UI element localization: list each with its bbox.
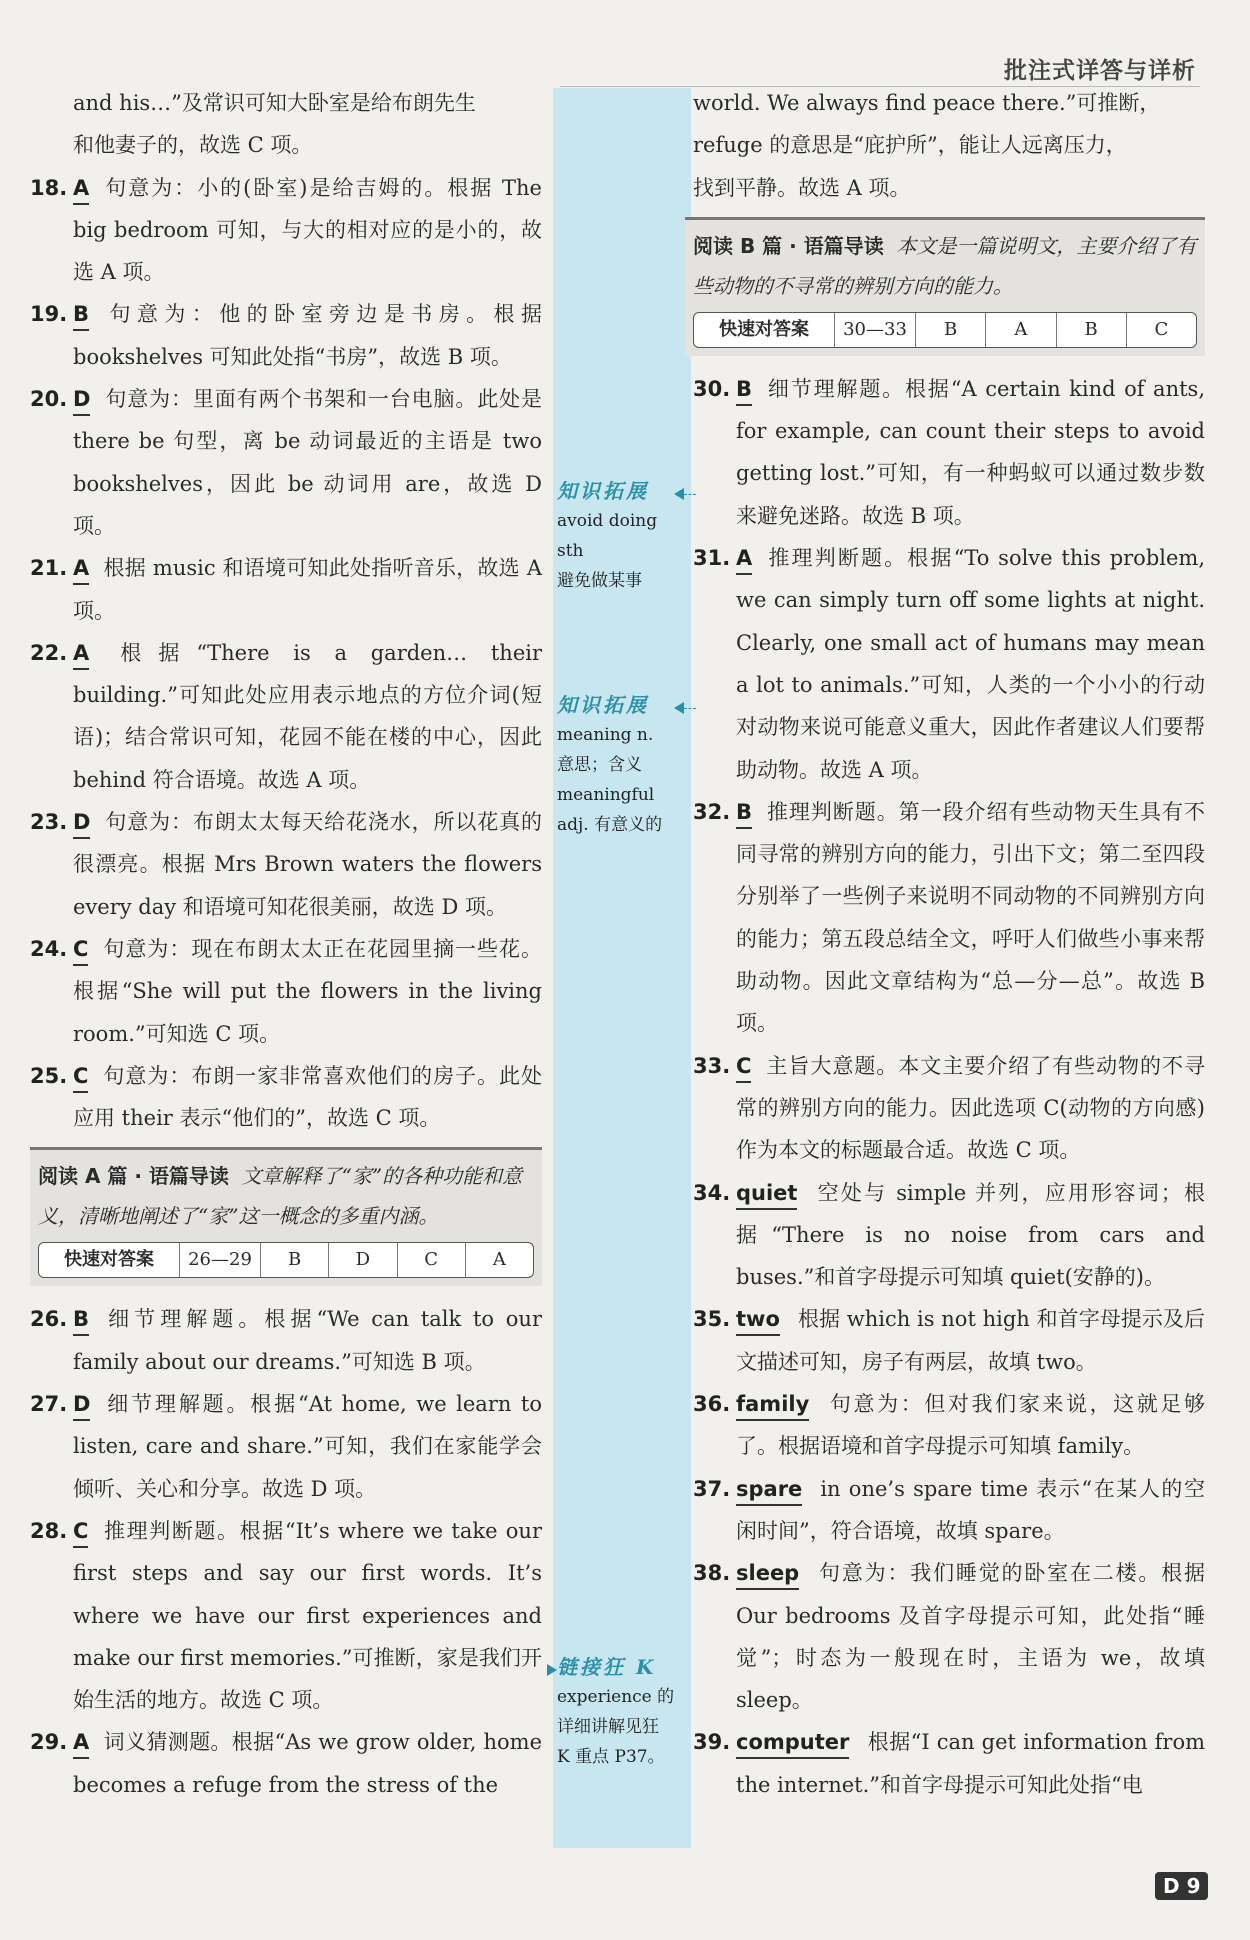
explanation: 根据“I can get information from the internet.”和首字母提示可知此处指“电 [736,1730,1205,1797]
question-number: 30. [693,376,731,401]
arrow-left-icon [674,702,684,714]
answer-item [693,791,1205,1045]
answer-key: A [736,543,752,575]
explanation: 主旨大意题。本文主要介绍了有些动物的不寻常的辨别方向的能力。因此选项 C(动物的方向感)作为本文的标题最合适。故选 C 项。 [736,1053,1205,1163]
answer-key: two [736,1304,780,1336]
answer-key: B [73,1304,89,1336]
answer-item [30,928,542,1055]
explanation: 推理判断题。第一段介绍有些动物天生具有不同寻常的辨别方向的能力，引出下文；第二至四段分别举了一些例子来说明不同动物的不同辨别方向的能力；第五段总结全文，呼吁人们做些小事来帮助动物。因此文章结构为“总—分—总”。故选 B 项。 [736,799,1205,1036]
answer-key: A [73,1727,89,1759]
right-column [693,82,1205,1806]
answer-key: spare [736,1474,802,1506]
question-number: 32. [693,799,731,824]
explanation: 根据 music 和语境可知此处指听音乐，故选 A 项。 [73,556,542,623]
question-number: 38. [693,1561,731,1586]
knowledge-note: 知识拓展 avoid doing sth 避免做某事 [557,479,658,591]
question-number: 29. [30,1730,68,1755]
answer-item [30,293,542,378]
question-number: 26. [30,1307,68,1332]
explanation: 句意为：小的(卧室)是给吉姆的。根据 The big bedroom 可知，与大的相对应的是小的，故选 A 项。 [73,175,542,285]
question-number: 35. [693,1307,731,1332]
explanation: 根据 which is not high 和首字母提示及后文描述可知，房子有两层，故填 two。 [736,1307,1205,1374]
answer-key: C [736,1051,751,1083]
question-number: 34. [693,1180,731,1205]
answer-item [693,1552,1205,1721]
reading-b-guide [685,217,1205,356]
answer-item [30,1055,542,1140]
explanation: 词义猜测题。根据“As we grow older, home becomes a refuge from the stress of the [73,1730,542,1797]
answer-item [693,368,1205,537]
answer-key: C [73,1061,88,1093]
answer-key: B [736,797,752,829]
explanation: 句意为：我们睡觉的卧室在二楼。根据 Our bedrooms 及首字母提示可知，此处指“睡觉”；时态为一般现在时，主语为 we，故填 sleep。 [736,1561,1205,1713]
explanation: in one’s spare time 表示“在某人的空闲时间”，符合语境，故填 spare。 [736,1476,1205,1543]
quick-answer-table: 快速对答案 30—33 B A B C [693,312,1197,348]
question-number: 19. [30,302,68,327]
explanation: 推理判断题。根据“It’s where we take our first steps and say our first words. It’s where we have our first experiences and make our first memories.”可推断，家是我们开始生活的地方。故选 C 项。 [73,1518,542,1713]
answer-item [30,1383,542,1510]
reading-a-title: 阅读 A 篇 · 语篇导读 [38,1164,229,1189]
answer-key: D [73,384,90,416]
answer-key: A [73,173,89,205]
answer-item [30,547,542,632]
explanation: 细节理解题。根据“A certain kind of ants, for example, can count their steps to avoid getting lost.”可知，有一种蚂蚁可以通过数步数来避免迷路。故选 B 项。 [736,376,1205,528]
answer-item [693,1468,1205,1553]
answer-item [30,1510,542,1721]
answer-item [693,1045,1205,1172]
answer-list [30,167,542,1140]
explanation: 根据“There is a garden… their building.”可知此处应用表示地点的方位介词(短语)；结合常识可知，花园不能在楼的中心，因此 behind 符合语境。故选 A 项。 [73,640,542,792]
answer-item [30,1298,542,1383]
answer-list [693,368,1205,1806]
answer-item [30,167,542,294]
explanation: 句意为：里面有两个书架和一台电脑。此处是 there be 句型，离 be 动词最近的主语是 two bookshelves，因此 be 动词用 are，故选 D 项。 [73,387,542,538]
arrow-left-icon [674,488,684,500]
answer-key: sleep [736,1558,799,1590]
answer-item [30,632,542,801]
explanation: 空处与 simple 并列，应用形容词；根据“There is no noise from cars and buses.”和首字母提示可知填 quiet(安静的)。 [736,1180,1205,1290]
question-number: 27. [30,1392,68,1417]
explanation: 句意为：布朗太太每天给花浇水，所以花真的很漂亮。根据 Mrs Brown waters the flowers every day 和语境可知花很美丽，故选 D 项。 [73,810,542,919]
answer-key: A [73,553,89,585]
answer-item [30,378,542,547]
answer-item [693,1298,1205,1383]
arrow-right-icon [547,1664,557,1676]
answer-key: family [736,1389,809,1421]
question-number: 24. [30,936,68,961]
question-number: 20. [30,387,68,412]
reading-a-desc: 文章解释了“家”的各种功能和意义，清晰地阐述了“家”这一概念的多重内涵。 [38,1164,523,1229]
answer-key: D [73,1389,90,1421]
question-number: 18. [30,175,68,200]
left-column [30,82,542,1806]
answer-key: A [73,638,89,670]
answer-item [693,1383,1205,1468]
quick-answer-table: 快速对答案 26—29 B D C A [38,1242,534,1278]
explanation: 句意为：他的卧室旁边是书房。根据 bookshelves 可知此处指“书房”，故选 B 项。 [73,302,542,369]
knowledge-note: 知识拓展 meaning n. 意思；含义 meaningful adj. 有意义的 [557,693,663,835]
question-number: 39. [693,1730,731,1755]
reading-a-guide [30,1147,542,1286]
section-title: 批注式详答与详析 [1004,58,1196,84]
question-number: 21. [30,556,68,581]
question-number: 22. [30,640,68,665]
answer-key: D [73,807,90,839]
question-number: 36. [693,1392,731,1417]
continued-text: and his…”及常识可知大卧室是给布朗先生 和他妻子的，故选 C 项。 [73,91,476,158]
explanation: 句意为：现在布朗太太正在花园里摘一些花。根据“She will put the flowers in the living room.”可知选 C 项。 [73,936,542,1046]
question-number: 31. [693,546,731,571]
question-number: 28. [30,1518,68,1543]
explanation: 句意为：但对我们家来说，这就足够了。根据语境和首字母提示可知填 family。 [736,1392,1205,1459]
reading-b-desc: 本文是一篇说明文，主要介绍了有些动物的不寻常的辨别方向的能力。 [693,233,1197,298]
answer-key: quiet [736,1178,797,1210]
answer-key: C [73,1516,88,1548]
answer-item [30,801,542,928]
question-number: 33. [693,1053,731,1078]
explanation: 细节理解题。根据“At home, we learn to listen, care and share.”可知，我们在家能学会倾听、关心和分享。故选 D 项。 [73,1392,542,1501]
question-number: 25. [30,1063,68,1088]
answer-item [693,1172,1205,1299]
answer-list [30,1298,542,1806]
answer-key: computer [736,1727,849,1759]
answer-key: B [73,299,89,331]
explanation: 细节理解题。根据“We can talk to our family about our dreams.”可知选 B 项。 [73,1307,542,1374]
answer-key: B [736,374,752,406]
explanation: 句意为：布朗一家非常喜欢他们的房子。此处应用 their 表示“他们的”，故选 C 项。 [73,1063,542,1131]
answer-key: C [73,934,88,966]
answer-item [30,1721,542,1806]
reading-b-title: 阅读 B 篇 · 语篇导读 [693,233,884,258]
continued-text: world. We always find peace there.”可推断， refuge 的意思是“庇护所”，能让人远离压力， 找到平静。故选 A 项。 [693,91,1161,200]
link-note: 链接狂 K experience 的 详细讲解见狂 K 重点 P37。 [557,1655,675,1767]
question-number: 37. [693,1476,731,1501]
annotation-strip [553,88,691,1848]
explanation: 推理判断题。根据“To solve this problem, we can simply turn off some lights at night. Clearly, one small act of humans may mean a lot to animals.”可知，人类的一个小小的行动对动物来说可能意义重大，因此作者建议人们要帮助动物。故选 A 项。 [736,546,1205,782]
answer-item [693,1721,1205,1806]
page-number: D 9 [1155,1872,1208,1900]
answer-item [693,537,1205,791]
question-number: 23. [30,810,68,835]
